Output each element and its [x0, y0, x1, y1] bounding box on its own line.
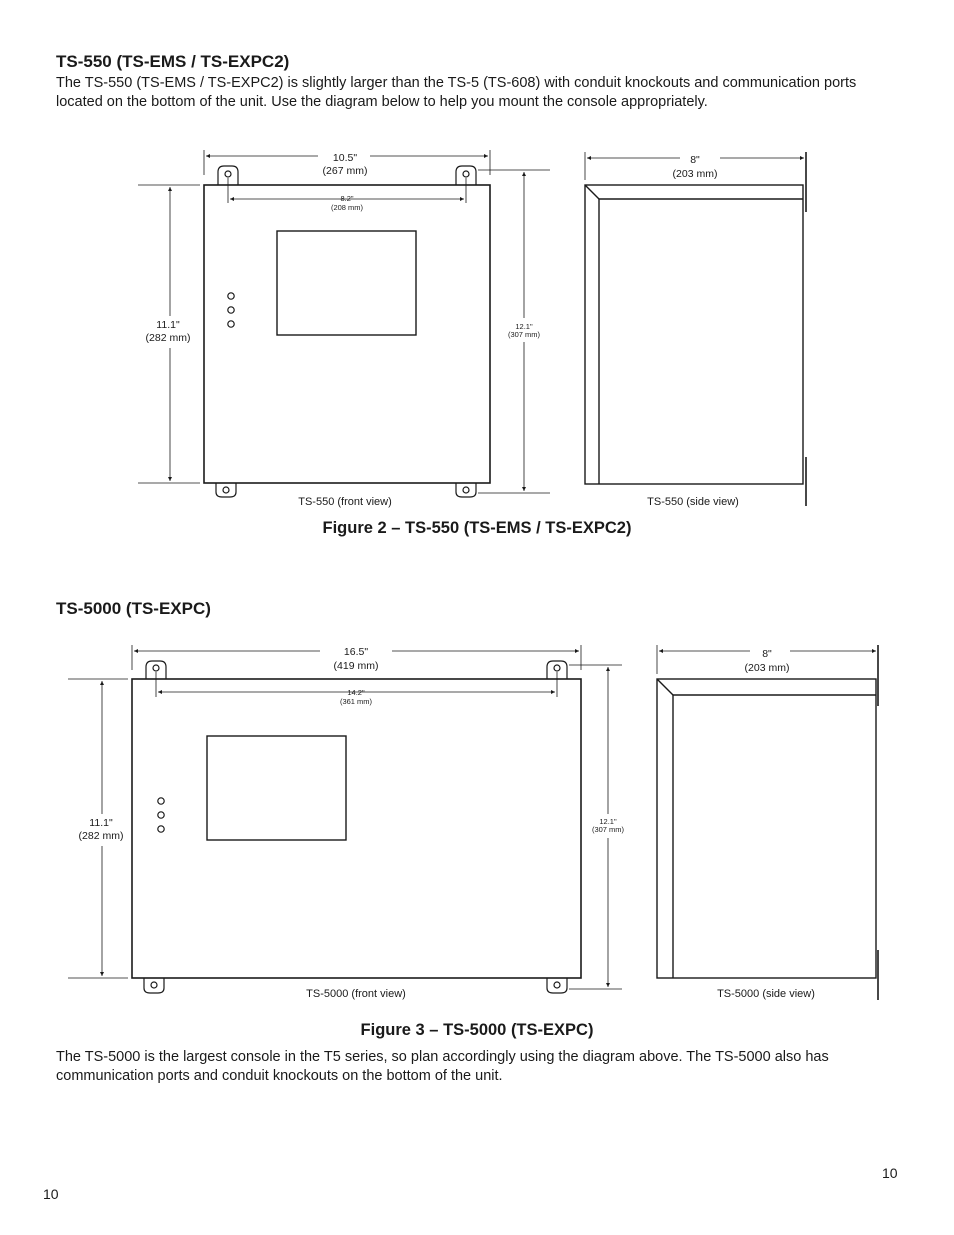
dim-height-inches: 11.1" [89, 817, 113, 829]
intro-paragraph: The TS-550 (TS-EMS / TS-EXPC2) is slightly larger than the TS-5 (TS-608) with conduit knockouts and communication ports located on the bottom of the unit. Use the diagram below to help you mount the console appropriately. [56, 75, 857, 110]
mount-hole [554, 982, 560, 988]
page-number-left: 10 [43, 1186, 59, 1202]
dim-width-mm: (267 mm) [322, 165, 368, 177]
section-heading-ts550: TS-550 (TS-EMS / TS-EXPC2) [56, 52, 290, 71]
dim-mount-height-mm: (307 mm) [591, 825, 625, 834]
dim-depth-mm: (203 mm) [672, 168, 718, 180]
ts5000-front-panel [132, 679, 581, 978]
dim-hole-spacing-mm: (208 mm) [330, 203, 364, 212]
led-indicator [158, 812, 164, 818]
dim-hole-spacing-mm: (361 mm) [339, 697, 373, 706]
led-indicator [158, 826, 164, 832]
dim-mount-height-inches: 12.1" [515, 322, 533, 331]
section-heading-ts5000: TS-5000 (TS-EXPC) [56, 599, 211, 618]
side-view-label: TS-550 (side view) [647, 496, 739, 508]
dim-mount-height-inches: 12.1" [599, 817, 617, 826]
dim-depth-inches: 8" [762, 648, 772, 660]
closing-paragraph: The TS-5000 is the largest console in the T5 series, so plan accordingly using the diagram above. The TS-5000 also has communication ports and conduit knockouts on the bottom of the unit. [56, 1049, 829, 1084]
dim-width-mm: (419 mm) [333, 660, 379, 672]
mount-hole [151, 982, 157, 988]
mount-tab [144, 978, 164, 993]
ts5000-side-view [657, 645, 878, 1000]
mount-hole [153, 665, 159, 671]
dim-height-mm: (282 mm) [145, 332, 191, 344]
dim-hole-spacing-inches: 14.2" [347, 688, 365, 697]
dim-mount-height-mm: (307 mm) [507, 330, 541, 339]
dim-depth-mm: (203 mm) [744, 662, 790, 674]
page-number-right: 10 [882, 1165, 898, 1181]
mount-tab [547, 978, 567, 993]
side-view-label: TS-5000 (side view) [717, 988, 815, 1000]
dim-hole-spacing-inches: 8.2" [340, 194, 354, 203]
mount-hole [554, 665, 560, 671]
figure-2-caption: Figure 2 – TS-550 (TS-EMS / TS-EXPC2) [322, 519, 632, 537]
led-indicator [158, 798, 164, 804]
front-view-label: TS-5000 (front view) [306, 988, 406, 1000]
dim-height-mm: (282 mm) [78, 830, 124, 842]
ts5000-display [207, 736, 346, 840]
front-view-label: TS-550 (front view) [298, 496, 392, 508]
dim-width-inches: 10.5" [332, 152, 358, 164]
dim-width-inches: 16.5" [343, 646, 369, 658]
dim-height-inches: 11.1" [156, 319, 180, 331]
dim-depth-inches: 8" [690, 154, 700, 166]
figure-3-caption: Figure 3 – TS-5000 (TS-EXPC) [360, 1021, 594, 1039]
